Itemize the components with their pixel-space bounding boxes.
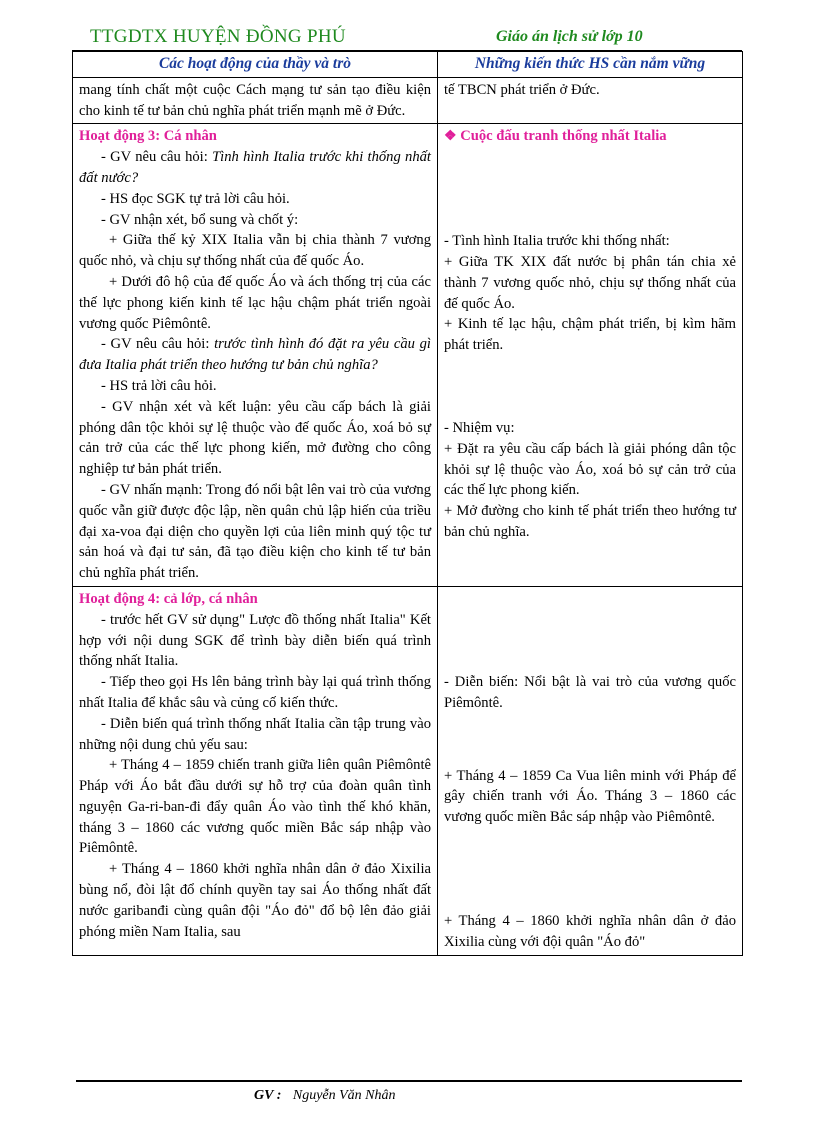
activity-3-title: Hoạt động 3: Cá nhân <box>79 128 217 145</box>
row1-right <box>438 77 743 124</box>
lesson-table <box>72 51 743 956</box>
row3-right-line-3: + Tháng 4 – 1860 khởi nghĩa nhân dân ở đảo Xixilia cùng với đội quân "Áo đỏ" <box>444 912 736 950</box>
table-row <box>73 586 743 955</box>
row1-right-text: tế TBCN phát triển ở Đức. <box>444 81 600 98</box>
footer-divider <box>76 1080 742 1082</box>
row2-right-line-4: - Nhiệm vụ: <box>444 419 515 436</box>
row2-question-1 <box>79 147 431 189</box>
row2-question-1-label: - GV nêu câu hỏi: <box>101 149 213 166</box>
row1-left-text: mang tính chất một cuộc Cách mạng tư sản tạo điều kiện cho kinh tế tư bản chủ nghĩa phát triển mạnh mẽ ở Đức. <box>79 81 431 119</box>
row1-left <box>73 77 438 124</box>
row2-question-2-text: trước tình hình đó đặt ra yêu cầu gì đưa Italia phát triển theo hướng tư bản chủ nghĩa? <box>79 336 431 374</box>
col-header-activities: Các hoạt động của thầy và trò <box>73 52 438 78</box>
row2-question-1-text: Tình hình Italia trước khi thống nhất đất nước? <box>79 149 431 186</box>
row2-line-8: - GV nhận xét và kết luận: yêu cầu cấp bách là giải phóng dân tộc khỏi sự lệ thuộc vào đế quốc Áo, xoá bỏ sự cản trở của các thế lực phong kiến, mở đường cho công nghiệp tư bản phát triển. <box>79 398 431 478</box>
document-title: Giáo án lịch sử lớp 10 <box>496 28 643 45</box>
col-header-knowledge: Những kiến thức HS cần nắm vững <box>438 52 743 78</box>
row2-right-line-3: + Kinh tế lạc hậu, chậm phát triển, bị kìm hãm phát triển. <box>444 316 736 354</box>
row2-line-7: - HS trả lời câu hỏi. <box>101 377 217 394</box>
table-header-row <box>73 52 743 78</box>
row2-line-9: - GV nhấn mạnh: Trong đó nổi bật lên vai trò của vương quốc vẫn giữ được độc lập, nền quân chủ lập hiến của triều đại xa-voa đại diện cho quyền lợi của liên minh quý tộc tư sản hoá và đại tư sản, đã tạo điều kiện cho kinh tế tư bản chủ nghĩa phát triển. <box>79 481 431 582</box>
spacer <box>444 148 736 231</box>
row2-line-5: + Dưới đô hộ của đế quốc Áo và ách thống trị của các thế lực phong kiến kinh tế lạc hậu chậm phát triển ngoài vương quốc Piêmôntê. <box>79 273 431 332</box>
school-name: TTGDTX HUYỆN ĐỒNG PHÚ <box>90 26 346 47</box>
diamond-bullet-icon: ❖ <box>444 129 457 145</box>
table-row <box>73 124 743 587</box>
spacer <box>444 828 736 911</box>
row2-line-2: - HS đọc SGK tự trả lời câu hỏi. <box>101 190 290 207</box>
row2-left <box>73 124 438 587</box>
footer-teacher-name: Nguyễn Văn Nhân <box>292 1088 396 1103</box>
row3-line-5: + Tháng 4 – 1860 khởi nghĩa nhân dân ở đảo Xixilia bùng nổ, đòi lật đổ chính quyền tay sai Áo thống nhất đất nước garibanđi cùng quân đội "Áo đỏ" đổ bộ lên đảo giải phóng miền Nam Italia, sau <box>79 861 431 940</box>
row3-line-1: - trước hết GV sử dụng" Lược đồ thống nhất Italia" Kết hợp với nội dung SGK để trình bày diễn biến quá trình thống nhất Italia. <box>79 611 431 670</box>
row3-line-2: - Tiếp theo gọi Hs lên bảng trình bày lại quá trình thống nhất Italia để khắc sâu và củng cố kiến thức. <box>79 674 431 711</box>
footer-gv-label: GV : <box>254 1088 282 1103</box>
row3-right <box>438 586 743 955</box>
row2-right-title-text: Cuộc đấu tranh thống nhất Italia <box>460 128 667 145</box>
row2-right-line-2: + Giữa TK XIX đất nước bị phân tán chia xẻ thành 7 vương quốc nhỏ, chịu sự thống nhất của đế quốc Áo. <box>444 253 736 312</box>
row2-line-4: + Giữa thế kỷ XIX Italia vẫn bị chia thành 7 vương quốc nhỏ, và chịu sự thống nhất của đế quốc Áo. <box>79 232 431 270</box>
row2-right-line-6: + Mở đường cho kinh tế phát triển theo hướng tư bản chủ nghĩa. <box>444 503 736 540</box>
row2-right-title <box>444 126 736 148</box>
activity-4-title: Hoạt động 4: cả lớp, cá nhân <box>79 590 258 607</box>
row2-right-line-5: + Đặt ra yêu cầu cấp bách là giải phóng dân tộc khỏi sự lệ thuộc vào Áo, xoá bỏ sự cản trở của các thế lực phong kiến. <box>444 440 736 499</box>
table-row <box>73 77 743 124</box>
row3-line-3: - Diễn biến quá trình thống nhất Italia cần tập trung vào những nội dung chủ yếu sau: <box>79 715 431 753</box>
row2-question-2-label: - GV nêu câu hỏi: <box>101 336 215 353</box>
spacer <box>444 589 736 672</box>
spacer <box>444 714 736 766</box>
row2-right-line-1: - Tình hình Italia trước khi thống nhất: <box>444 233 670 250</box>
row3-right-line-1: - Diễn biến: Nổi bật là vai trò của vương quốc Piêmôntê. <box>444 673 736 711</box>
row3-line-4: + Tháng 4 – 1859 chiến tranh giữa liên quân Piêmôntê Pháp với Áo bắt đầu dưới sự hỗ trợ của đoàn quân tình nguyện Ga-ri-ban-đi đẩy quân Áo vào tình thế khó khăn, tháng 3 – 1860 các vương quốc miền Bắc sáp nhập vào Piêmôntê. <box>79 757 431 857</box>
row3-right-line-2: + Tháng 4 – 1859 Ca Vua liên minh với Pháp để gây chiến tranh với Áo. Tháng 3 – 1860 các vương quốc miền Bắc sáp nhập vào Piêmôntê. <box>444 767 736 826</box>
row2-right <box>438 124 743 587</box>
row3-left <box>73 586 438 955</box>
row2-line-3: - GV nhận xét, bổ sung và chốt ý: <box>101 211 299 228</box>
spacer <box>444 356 736 418</box>
row2-question-2 <box>79 334 431 376</box>
footer <box>254 1088 396 1104</box>
